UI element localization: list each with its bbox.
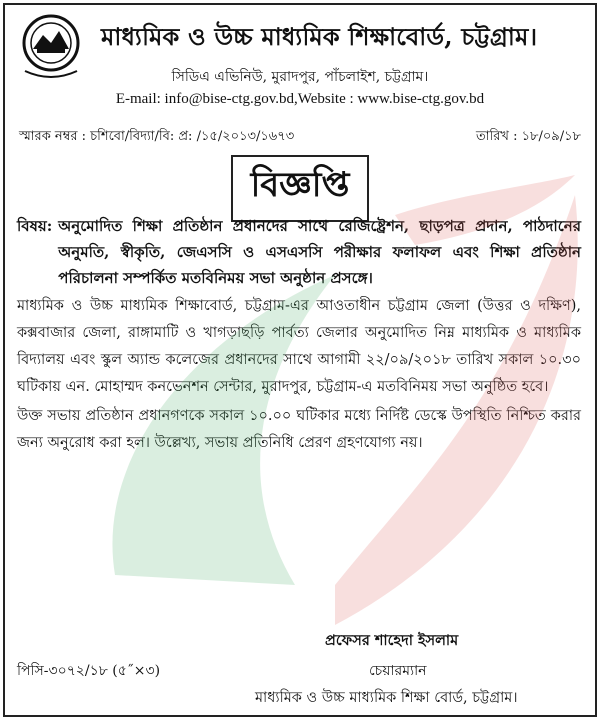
memo-date: তারিখ : ১৮/০৯/১৮ bbox=[476, 129, 581, 144]
board-contact: E-mail: info@bise-ctg.gov.bd,Website : www.bise-ctg.gov.bd bbox=[115, 91, 485, 107]
signatory-name: প্রফেসর শাহেদা ইসলাম bbox=[325, 632, 459, 649]
notice-paragraph-2: উক্ত সভায় প্রতিষ্ঠান প্রধানগণকে সকাল ১০.০০ ঘটিকার মধ্যে নির্দিষ্ট ডেস্কে উপস্থিতি নিশ্চিত করার জন্য অনুরোধ করা হল। উল্লেখ্য, সভায় প্রতিনিধি প্রেরণ গ্রহণযোগ্য নয়। bbox=[17, 408, 581, 451]
subject-label: বিষয়: bbox=[17, 217, 53, 235]
notice-paragraph-1: মাধ্যমিক ও উচ্চ মাধ্যমিক শিক্ষাবোর্ড, চট্টগ্রাম-এর আওতাধীন চট্টগ্রাম জেলা (উত্তর ও দক্ষিণ), কক্সবাজার জেলা, রাঙ্গামাটি ও খাগড়াছড়ি পার্বত্য জেলার অনুমোদিত নিম্ন মাধ্যমিক ও মাধ্যমিক বিদ্যালয় এবং স্কুল অ্যান্ড কলেজের প্রধানদের সাথে আগামী ২২/০৯/২০১৮ তারিখ সকাল ১০.৩০ ঘটিকায় এন. মোহাম্মদ কনভেনশন সেন্টার, মুরাদপুর, চট্টগ্রাম-এ মতবিনিময় সভা অনুষ্ঠিত হবে। bbox=[17, 298, 581, 395]
memo-reference: স্মারক নম্বর : চশিবো/বিদ্যা/বি: প্র: /১৫/২০১৩/১৬৭৩ bbox=[19, 129, 295, 144]
notice-title-wrap bbox=[5, 151, 595, 213]
notice-page bbox=[3, 3, 597, 717]
notice-title: বিজ্ঞপ্তি bbox=[231, 155, 370, 222]
board-address: সিডিএ এভিনিউ, মুরাদপুর, পাঁচলাইশ, চট্টগ্রাম। bbox=[171, 69, 429, 85]
press-ref-number: পিসি-৩০৭২/১৮ (৫˝×৩) bbox=[17, 663, 161, 679]
memo-row bbox=[5, 125, 595, 151]
subject-text: অনুমোদিত শিক্ষা প্রতিষ্ঠান প্রধানদের সাথে রেজিষ্ট্রেশন, ছাড়পত্র প্রদান, পাঠদানের অনুমতি, স্বীকৃতি, জেএসসি ও এসএসসি পরীক্ষার ফলাফল এবং শিক্ষা প্রতিষ্ঠান পরিচালনা সম্পর্কিত মতবিনিময় সভা অনুষ্ঠান প্রসঙ্গে। bbox=[58, 217, 581, 287]
board-name: মাধ্যমিক ও উচ্চ মাধ্যমিক শিক্ষাবোর্ড, চট্টগ্রাম। bbox=[101, 22, 538, 51]
letterhead bbox=[5, 5, 595, 125]
notice-subject bbox=[5, 213, 595, 291]
signatory-designation: চেয়ারম্যান bbox=[369, 663, 427, 679]
signatory-office: মাধ্যমিক ও উচ্চ মাধ্যমিক শিক্ষা বোর্ড, চট্টগ্রাম। bbox=[255, 690, 518, 706]
